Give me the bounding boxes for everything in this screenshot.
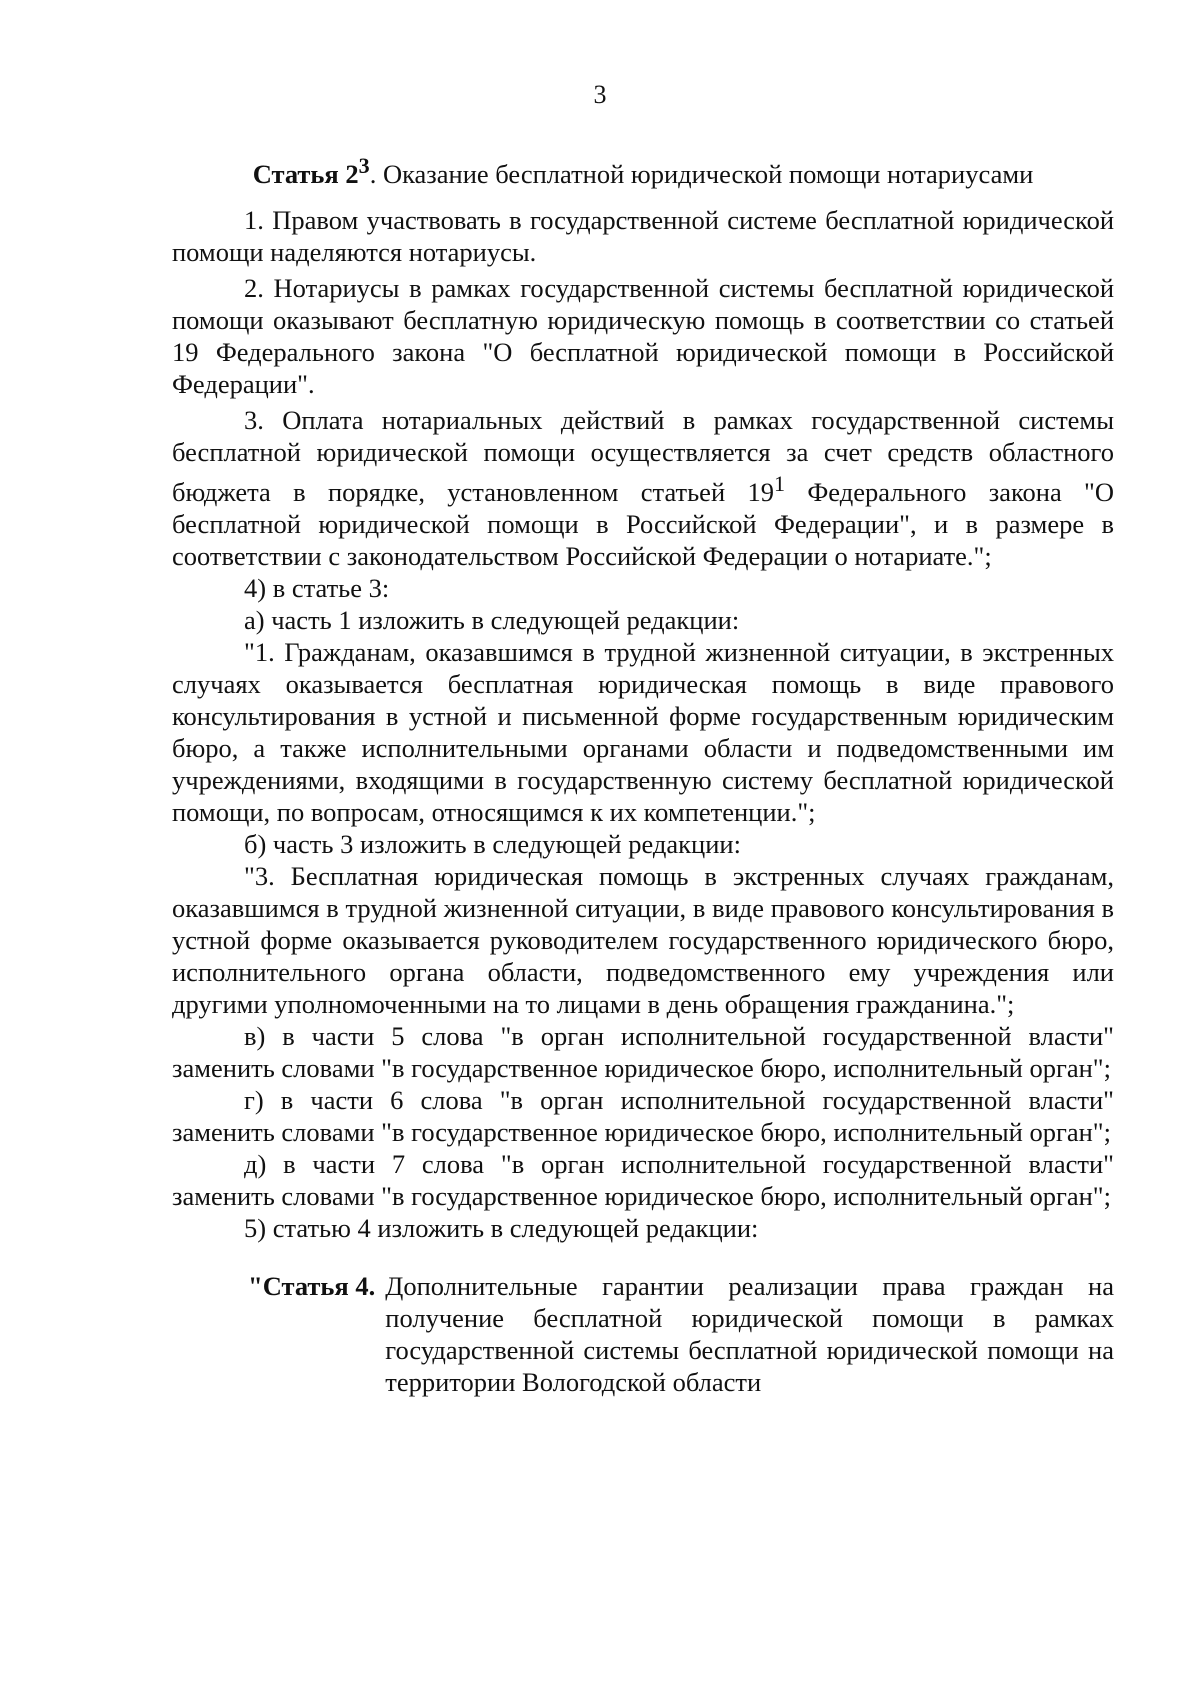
paragraph-item-4v: в) в части 5 слова "в орган исполнительной государственной власти" заменить словами "в государственное юридическое бюро, исполнительный орган"; — [172, 1020, 1114, 1083]
paragraph-part-3-text: "3. Бесплатная юридическая помощь в экстренных случаях гражданам, оказавшимся в трудной жизненной ситуации, в виде правового консультирования в устной форме оказывается руководителем государственного юридического бюро, исполнительного органа области, подведомственного ему учреждения или другими уполномоченными на то лицами в день обращения гражданина."; — [172, 860, 1114, 1019]
paragraph-1: 1. Правом участвовать в государственной системе бесплатной юридической помощи наделяются нотариусы. — [172, 204, 1114, 267]
paragraph-item-5: 5) статью 4 изложить в следующей редакции: — [244, 1212, 759, 1243]
paragraph-part-1-text: "1. Гражданам, оказавшимся в трудной жизненной ситуации, в экстренных случаях оказывается бесплатная юридическая помощь в виде правового консультирования в устной и письменной форме государственным юридическим бюро, а также исполнительными органами области и подведомственными им учреждениями, входящими в государственную систему бесплатной юридической помощи, по вопросам, относящимся к их компетенции."; — [172, 636, 1114, 827]
paragraph-item-4d: д) в части 7 слова "в орган исполнительной государственной власти" заменить словами "в государственное юридическое бюро, исполнительный орган"; — [172, 1148, 1114, 1211]
paragraph-3: 3. Оплата нотариальных действий в рамках государственной системы бесплатной юридической помощи осуществляется за счет средств областного бюджета в порядке, установленном статьей $19^1$ Федерального закона "О бесплатной юридической помощи в Российской Федерации", и в размере в соответствии с законодательством Российской Федерации о нотариате."; — [172, 404, 1115, 571]
paragraph-item-4b: б) часть 3 изложить в следующей редакции: — [244, 828, 741, 859]
paragraph-2: 2. Нотариусы в рамках государственной системы бесплатной юридической помощи оказывают бесплатную юридическую помощь в соответствии со статьей 19 Федерального закона "О бесплатной юридической помощи в Российской Федерации". — [172, 272, 1114, 399]
paragraph-item-4: 4) в статье 3: — [244, 572, 390, 603]
article-4-title: Дополнительные гарантии реализации права граждан на получение бесплатной юридической помощи в рамках государственной системы бесплатной юридической помощи на территории Вологодской области — [385, 1270, 1114, 1397]
article-heading — [172, 150, 1114, 190]
article-heading-label: Статья $2^3$ — [252, 153, 370, 189]
document-body — [172, 150, 1114, 1398]
page-number: 3 — [593, 80, 607, 109]
article-4-heading — [172, 1270, 1114, 1398]
paragraph-item-4g: г) в части 6 слова "в орган исполнительной государственной власти" заменить словами "в государственное юридическое бюро, исполнительный орган"; — [172, 1084, 1114, 1147]
article-heading-text: . Оказание бесплатной юридической помощи нотариусами — [369, 158, 1034, 189]
article-4-label: "Статья 4. — [248, 1270, 376, 1301]
paragraph-item-4a: а) часть 1 изложить в следующей редакции: — [244, 604, 740, 635]
